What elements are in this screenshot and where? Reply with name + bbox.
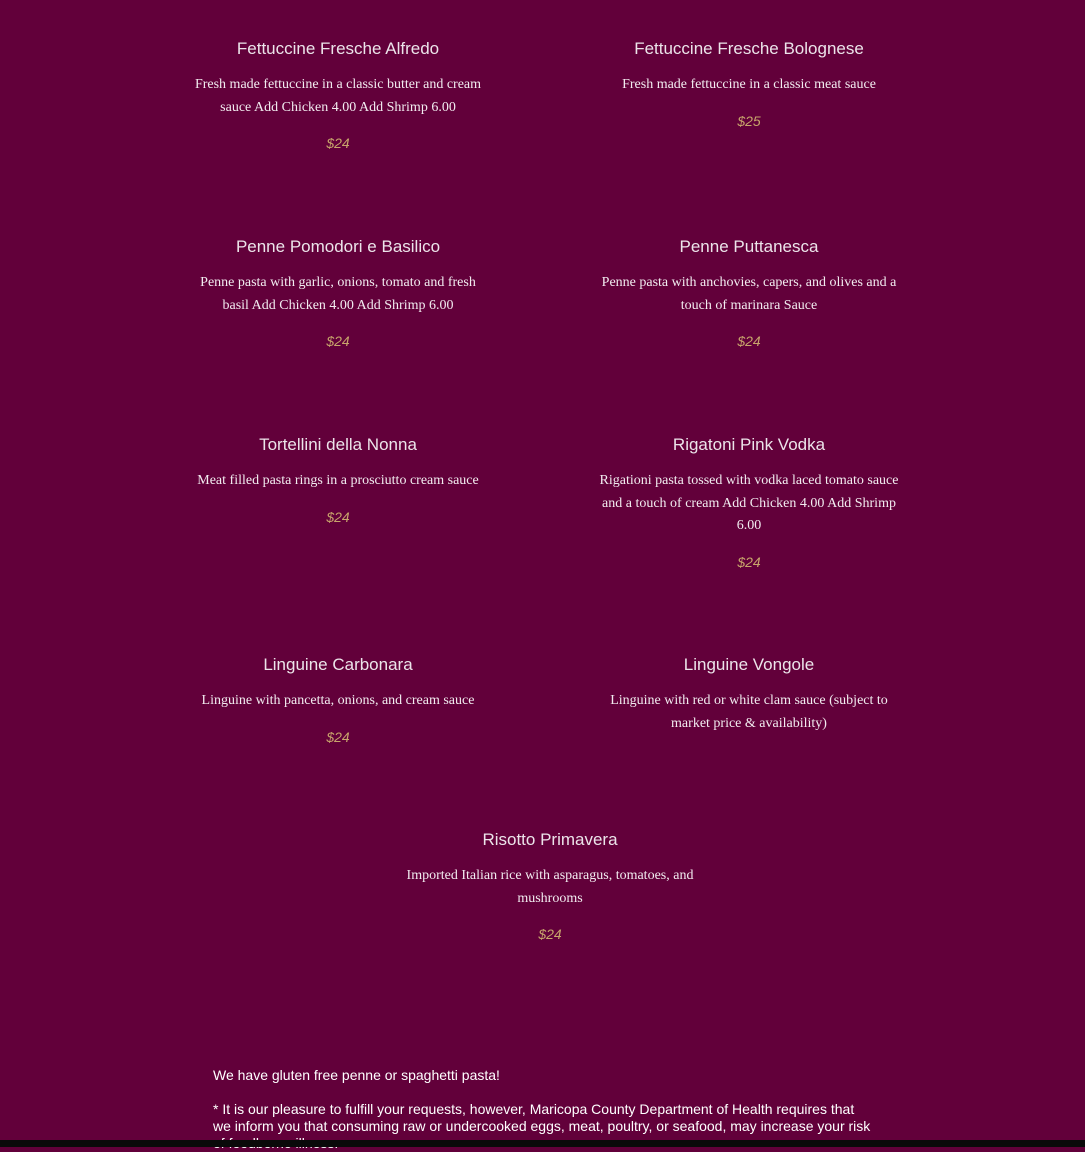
gluten-free-note: We have gluten free penne or spaghetti pasta!	[213, 1067, 500, 1083]
menu-item	[188, 435, 488, 526]
menu-item-name: Tortellini della Nonna	[259, 435, 417, 454]
menu-item-price: $24	[737, 553, 761, 570]
menu-item-name: Risotto Primavera	[482, 830, 618, 849]
menu-item	[599, 435, 899, 571]
menu-item-description: Rigationi pasta tossed with vodka laced tomato sauce and a touch of cream Add Chicken 4.00 Add Shrimp 6.00	[599, 473, 899, 533]
menu-item-description: Linguine with pancetta, onions, and cream sauce	[201, 693, 475, 708]
menu-item	[599, 39, 899, 130]
menu-item-description: Imported Italian rice with asparagus, tomatoes, and mushrooms	[406, 868, 694, 906]
health-disclaimer: * It is our pleasure to fulfill your requests, however, Maricopa County Department of Health requires that we inform you that consuming raw or undercooked eggs, meat, poultry, or seafood, may increase your risk	[213, 1101, 871, 1134]
menu-item-price: $25	[737, 112, 761, 129]
menu-item-description: Fresh made fettuccine in a classic meat sauce	[622, 77, 876, 92]
menu-item-price: $24	[326, 333, 350, 349]
menu-item-description: Penne pasta with anchovies, capers, and olives and a touch of marinara Sauce	[601, 275, 897, 313]
menu-item-description: Penne pasta with garlic, onions, tomato and fresh basil Add Chicken 4.00 Add Shrimp 6.00	[200, 275, 476, 313]
bottom-bar	[0, 1140, 1085, 1147]
menu-item-name: Linguine Carbonara	[263, 655, 413, 674]
menu-item-price: $24	[326, 728, 350, 745]
menu-item	[599, 655, 899, 735]
menu-item-price: $24	[538, 926, 562, 942]
menu-item-name: Fettuccine Fresche Bolognese	[634, 39, 864, 58]
menu-item-name: Linguine Vongole	[683, 655, 815, 674]
menu-item-price: $24	[326, 508, 350, 525]
menu-item	[188, 39, 488, 152]
menu-item-price: $24	[326, 135, 350, 151]
menu-item-price: $24	[737, 333, 761, 349]
menu-item-description: Fresh made fettuccine in a classic butter and cream sauce Add Chicken 4.00 Add Shrimp 6.00	[194, 77, 482, 115]
menu-item	[400, 830, 700, 943]
menu-item-description: Meat filled pasta rings in a prosciutto cream sauce	[197, 473, 479, 488]
menu-item-name: Fettuccine Fresche Alfredo	[236, 39, 440, 58]
menu-item-name: Penne Puttanesca	[679, 237, 819, 256]
menu-item	[188, 655, 488, 746]
menu-item-description: Linguine with red or white clam sauce (subject to market price & availability)	[610, 693, 888, 731]
menu-item	[188, 237, 488, 350]
menu-item-name: Rigatoni Pink Vodka	[672, 435, 826, 454]
menu-item-name: Penne Pomodori e Basilico	[235, 237, 441, 256]
menu-item	[599, 237, 899, 350]
